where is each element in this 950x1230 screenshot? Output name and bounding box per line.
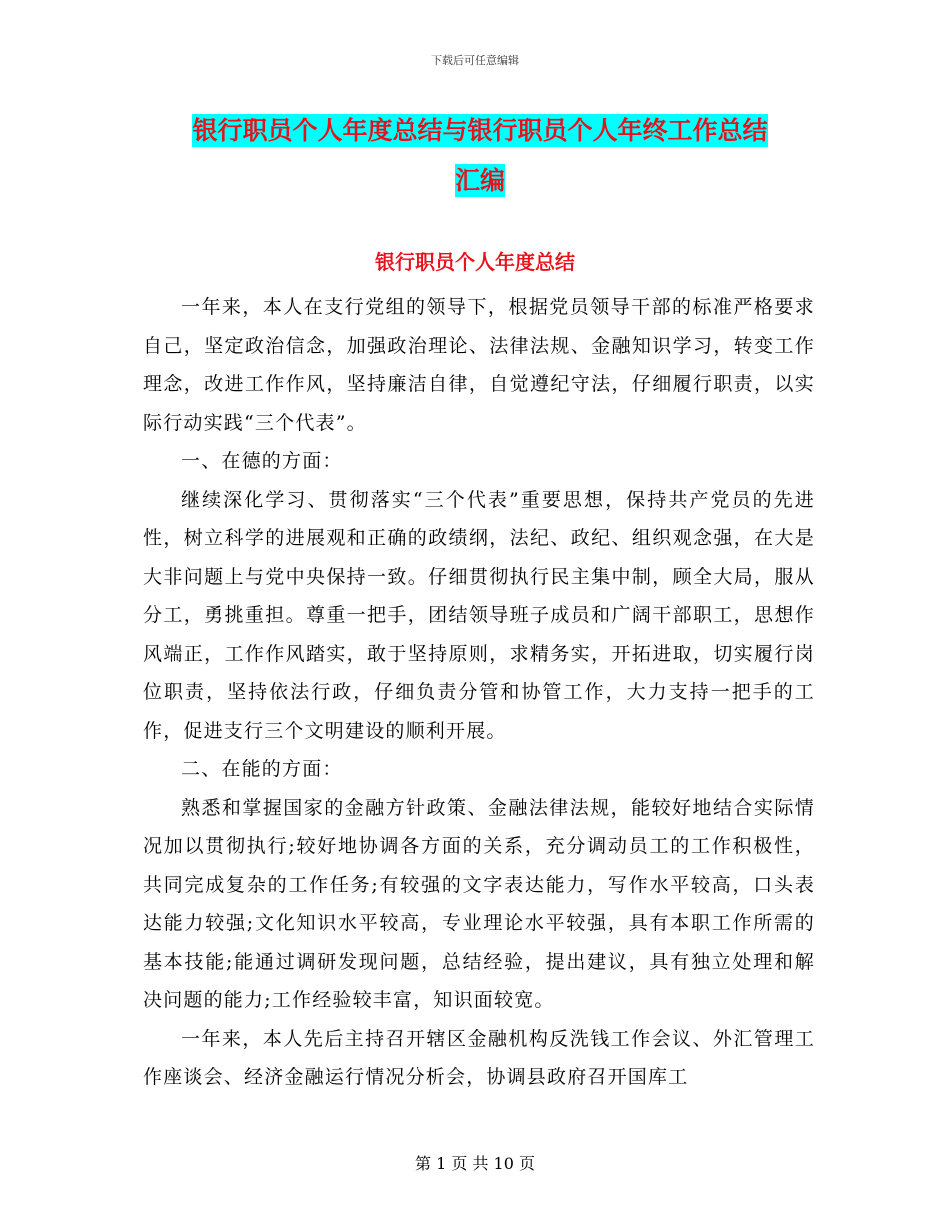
paragraph-work: 一年来，本人先后主持召开辖区金融机构反洗钱工作会议、外汇管理工作座谈会、经济金融运行情况分析会，协调县政府召开国库工	[143, 1027, 815, 1088]
document-title	[150, 106, 810, 206]
document-title-line-1: 银行职员个人年度总结与银行职员个人年终工作总结	[192, 116, 768, 145]
heading-ability: 二、在能的方面：	[181, 758, 343, 780]
document-body	[143, 288, 815, 1097]
section-title: 银行职员个人年度总结	[375, 250, 575, 274]
paragraph-morality: 继续深化学习、贯彻落实“三个代表”重要思想，保持共产党员的先进性，树立科学的进展观和正确的政绩纲，法纪、政纪、组织观念强，在大是大非问题上与党中央保持一致。仔细贯彻执行民主集中制，顾全大局，服从分工，勇挑重担。尊重一把手，团结领导班子成员和广阔干部职工，思想作风端正，工作作风踏实，敢于坚持原则，求精务实，开拓进取，切实履行岗位职责，坚持依法行政，仔细负责分管和协管工作，大力支持一把手的工作，促进支行三个文明建设的顺利开展。	[143, 488, 815, 742]
paragraph-intro: 一年来，本人在支行党组的领导下，根据党员领导干部的标准严格要求自己，坚定政治信念，加强政治理论、法律法规、金融知识学习，转变工作理念，改进工作作风，坚持廉洁自律，自觉遵纪守法，仔细履行职责，以实际行动实践“三个代表”。	[143, 296, 815, 434]
heading-morality: 一、在德的方面：	[181, 450, 343, 472]
page-header-note: 下载后可任意编辑	[431, 54, 519, 67]
page-number-footer: 第 1 页 共 10 页	[415, 1154, 535, 1173]
paragraph-ability: 熟悉和掌握国家的金融方针政策、金融法律法规，能较好地结合实际情况加以贯彻执行;较好地协调各方面的关系，充分调动员工的工作积极性，共同完成复杂的工作任务;有较强的文字表达能力，写作水平较高，口头表达能力较强;文化知识水平较高，专业理论水平较强，具有本职工作所需的基本技能;能通过调研发现问题，总结经验，提出建议，具有独立处理和解决问题的能力;工作经验较丰富，知识面较宽。	[143, 796, 815, 1011]
document-title-line-2: 汇编	[454, 166, 505, 195]
